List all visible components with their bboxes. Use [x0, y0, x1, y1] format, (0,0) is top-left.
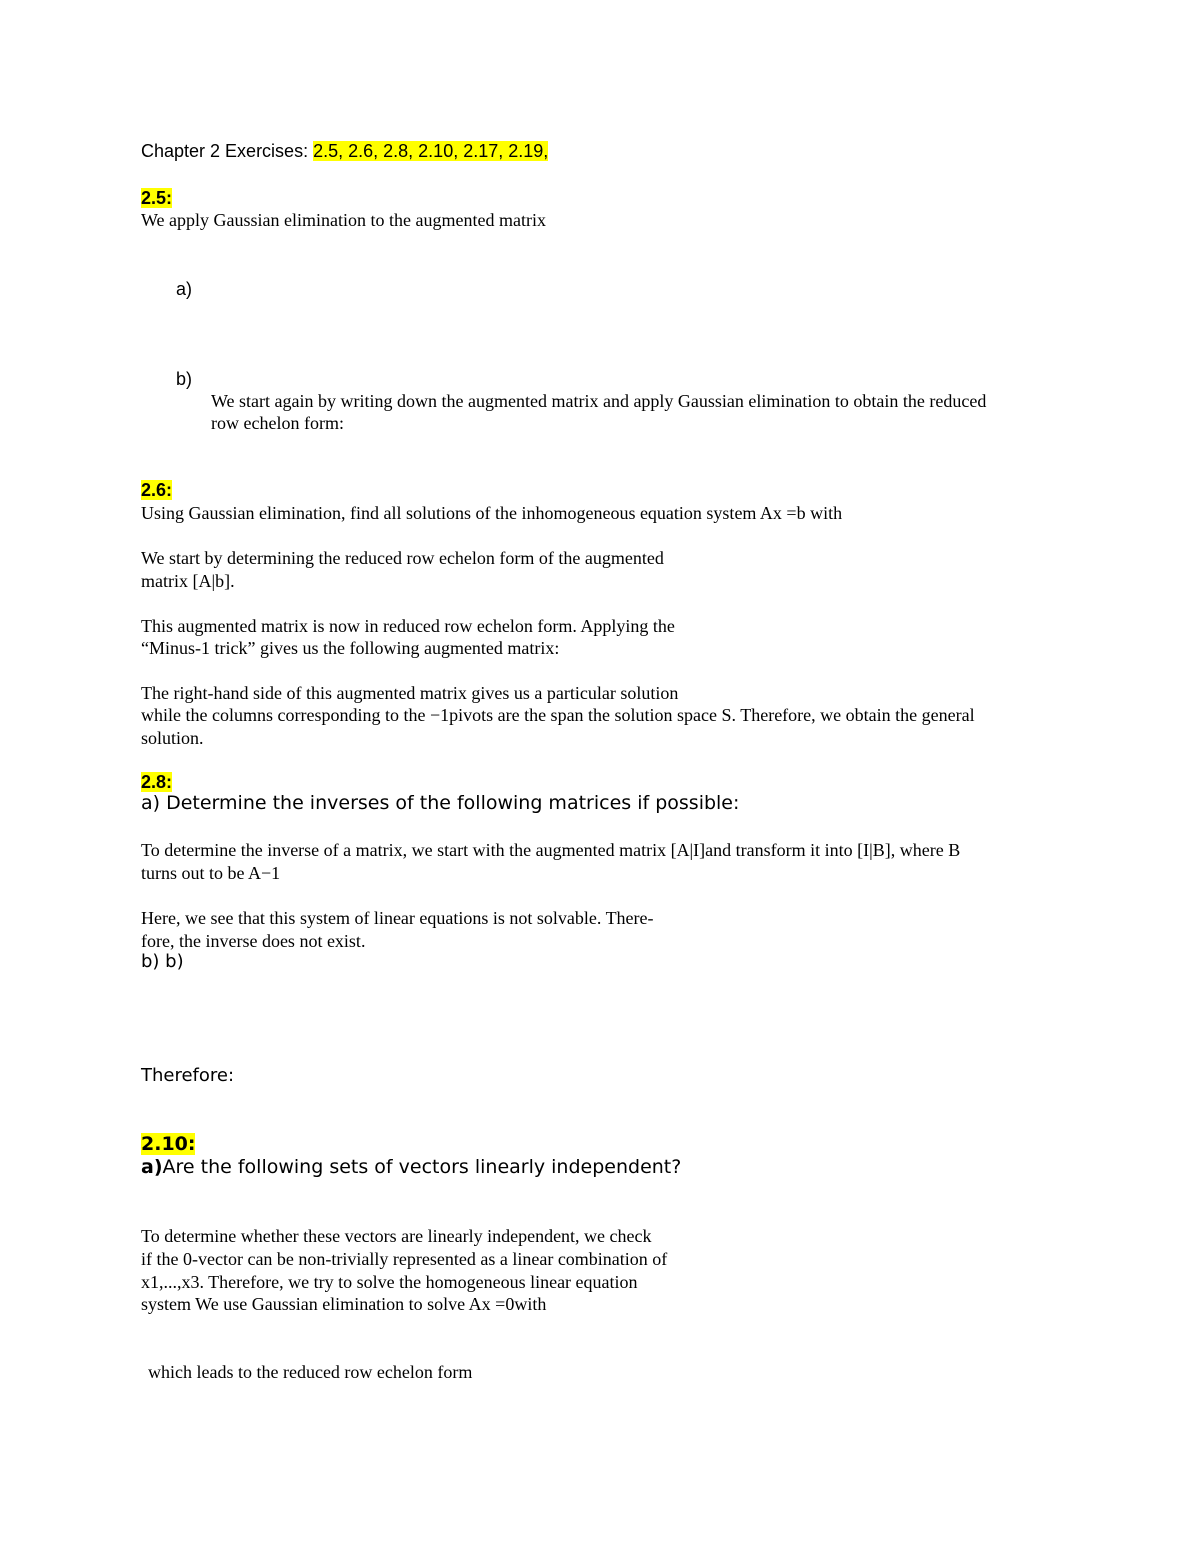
heading-2-5: 2.5:	[141, 188, 173, 208]
text-2-5-intro: We apply Gaussian elimination to the augmented matrix	[141, 210, 546, 230]
label-2-10-a: a)	[141, 1156, 163, 1178]
label-2-5-a: a)	[176, 279, 193, 299]
text-2-6-p3-line1: The right-hand side of this augmented matrix gives us a particular solution	[141, 683, 679, 703]
text-2-6-task: Using Gaussian elimination, find all solutions of the inhomogeneous equation system Ax =b with	[141, 503, 843, 523]
text-2-8-therefore: Therefore:	[141, 1065, 235, 1086]
heading-2-6: 2.6:	[141, 480, 173, 500]
chapter-header	[141, 141, 548, 162]
label-2-5-b: b)	[176, 369, 193, 389]
text-2-8-p2-line2: fore, the inverse does not exist.	[141, 931, 366, 951]
text-2-6-p1-line2: matrix [A|b].	[141, 571, 235, 591]
text-2-8-p1-line2: turns out to be A−1	[141, 863, 281, 883]
heading-2-8: 2.8:	[141, 772, 173, 792]
text-2-5-b-line2: row echelon form:	[211, 413, 344, 433]
text-2-6-p3-line3: solution.	[141, 728, 204, 748]
text-2-8-task-a: a) Determine the inverses of the following matrices if possible:	[141, 792, 740, 814]
text-2-10-p2: which leads to the reduced row echelon form	[148, 1362, 473, 1382]
exercise-list: 2.5, 2.6, 2.8, 2.10, 2.17, 2.19,	[313, 141, 549, 161]
text-2-6-p3-line2: while the columns corresponding to the −1pivots are the span the solution space S. Therefore, we obtain the general	[141, 705, 975, 725]
text-2-10-task	[141, 1157, 681, 1179]
text-2-10-p1-line2: if the 0-vector can be non-trivially represented as a linear combination of	[141, 1249, 668, 1269]
heading-2-10: 2.10:	[141, 1133, 196, 1155]
text-2-5-b-line1: We start again by writing down the augmented matrix and apply Gaussian elimination to obtain the reduced	[211, 391, 987, 411]
text-2-10-p1-line1: To determine whether these vectors are linearly independent, we check	[141, 1226, 652, 1246]
text-2-10-p1-line3: x1,...,x3. Therefore, we try to solve the homogeneous linear equation	[141, 1272, 638, 1292]
text-2-8-p1-line1: To determine the inverse of a matrix, we start with the augmented matrix [A|I]and transform it into [I|B], where B	[141, 840, 961, 860]
text-2-6-p1-line1: We start by determining the reduced row echelon form of the augmented	[141, 548, 664, 568]
text-2-10-p1-line4: system We use Gaussian elimination to solve Ax =0with	[141, 1294, 547, 1314]
text-2-8-p2-line1: Here, we see that this system of linear equations is not solvable. There-	[141, 908, 654, 928]
text-2-6-p2-line1: This augmented matrix is now in reduced row echelon form. Applying the	[141, 616, 675, 636]
chapter-header-label: Chapter 2 Exercises:	[141, 141, 309, 161]
text-2-10-task-question: Are the following sets of vectors linearly independent?	[162, 1156, 682, 1178]
text-2-6-p2-line2: “Minus-1 trick” gives us the following augmented matrix:	[141, 638, 560, 658]
label-2-8-b: b) b)	[141, 951, 184, 972]
